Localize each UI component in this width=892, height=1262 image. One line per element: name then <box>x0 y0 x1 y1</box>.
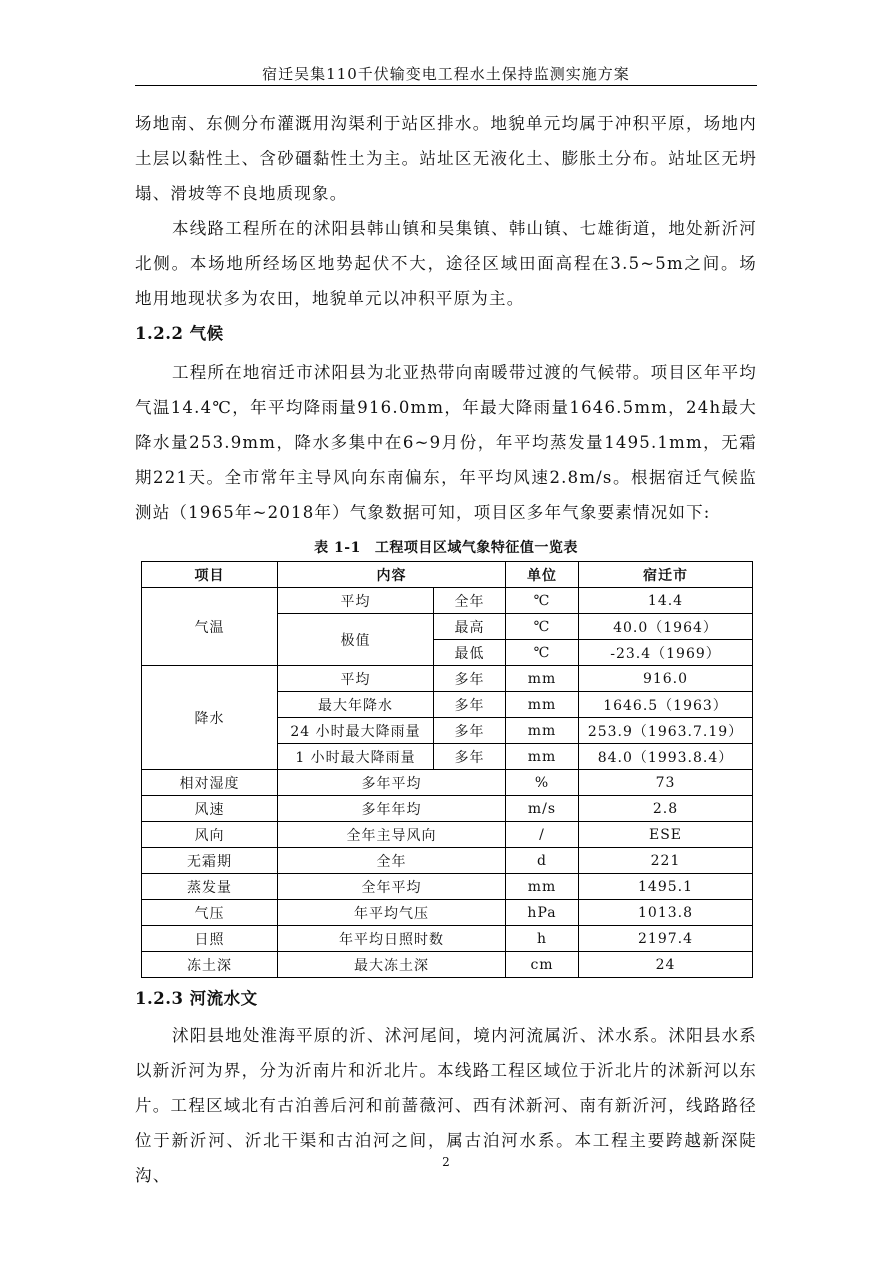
cell-content: 多年年均 <box>278 796 506 822</box>
cell-unit: ℃ <box>506 614 579 640</box>
cell-value: 221 <box>579 848 753 874</box>
cell-item: 气压 <box>142 900 278 926</box>
cell-value: 73 <box>579 770 753 796</box>
cell-period: 最低 <box>434 640 506 666</box>
document-header-title: 宿迁吴集110千伏输变电工程水土保持监测实施方案 <box>262 65 630 83</box>
cell-content: 全年 <box>278 848 506 874</box>
cell-unit: mm <box>506 718 579 744</box>
cell-value: 14.4 <box>579 588 753 614</box>
page-number: 2 <box>442 1155 450 1169</box>
table-row <box>142 952 753 978</box>
cell-unit: h <box>506 926 579 952</box>
cell-period: 多年 <box>434 744 506 770</box>
cell-value: 253.9（1963.7.19） <box>579 718 753 744</box>
table-row <box>142 666 753 692</box>
cell-item: 日照 <box>142 926 278 952</box>
cell-unit: cm <box>506 952 579 978</box>
cell-content: 1 小时最大降雨量 <box>278 744 434 770</box>
cell-item: 蒸发量 <box>142 874 278 900</box>
cell-content: 年平均气压 <box>278 900 506 926</box>
cell-value: 40.0（1964） <box>579 614 753 640</box>
table-row <box>142 900 753 926</box>
cell-unit: mm <box>506 692 579 718</box>
cell-unit: ℃ <box>506 588 579 614</box>
cell-period: 多年 <box>434 718 506 744</box>
cell-content: 24 小时最大降雨量 <box>278 718 434 744</box>
cell-unit: hPa <box>506 900 579 926</box>
cell-value: 24 <box>579 952 753 978</box>
cell-content: 年平均日照时数 <box>278 926 506 952</box>
cell-period: 最高 <box>434 614 506 640</box>
paragraph-site-geology: 场地南、东侧分布灌溉用沟渠利于站区排水。地貌单元均属于冲积平原，场地内土层以黏性土、含砂礓黏性土为主。站址区无液化土、膨胀土分布。站址区无坍塌、滑坡等不良地质现象。 <box>135 114 757 203</box>
section-heading-climate: 1.2.2 气候 <box>135 324 224 343</box>
climate-table <box>141 561 753 978</box>
cell-unit: % <box>506 770 579 796</box>
table-row <box>142 796 753 822</box>
cell-item: 相对湿度 <box>142 770 278 796</box>
cell-item: 风速 <box>142 796 278 822</box>
cell-unit: ℃ <box>506 640 579 666</box>
cell-period: 多年 <box>434 666 506 692</box>
cell-value: 2.8 <box>579 796 753 822</box>
cell-item: 冻土深 <box>142 952 278 978</box>
cell-unit: mm <box>506 744 579 770</box>
cell-value: ESE <box>579 822 753 848</box>
cell-content: 全年平均 <box>278 874 506 900</box>
cell-content: 全年主导风向 <box>278 822 506 848</box>
row-label-precipitation: 降水 <box>142 666 278 770</box>
table-header-row <box>142 562 753 588</box>
cell-content: 多年平均 <box>278 770 506 796</box>
cell-content: 平均 <box>278 588 434 614</box>
cell-value: 916.0 <box>579 666 753 692</box>
cell-content: 最大年降水 <box>278 692 434 718</box>
cell-period: 多年 <box>434 692 506 718</box>
table-row <box>142 822 753 848</box>
cell-content: 平均 <box>278 666 434 692</box>
cell-unit: d <box>506 848 579 874</box>
cell-item: 无霜期 <box>142 848 278 874</box>
cell-value: 84.0（1993.8.4） <box>579 744 753 770</box>
cell-period: 全年 <box>434 588 506 614</box>
section-heading-hydrology: 1.2.3 河流水文 <box>135 989 258 1008</box>
header-content: 内容 <box>278 562 506 588</box>
cell-value: 1495.1 <box>579 874 753 900</box>
cell-content: 最大冻土深 <box>278 952 506 978</box>
cell-value: 1646.5（1963） <box>579 692 753 718</box>
table-row <box>142 848 753 874</box>
cell-unit: / <box>506 822 579 848</box>
cell-item: 风向 <box>142 822 278 848</box>
table-caption-title: 工程项目区域气象特征值一览表 <box>374 540 578 556</box>
header-city: 宿迁市 <box>579 562 753 588</box>
header-unit: 单位 <box>506 562 579 588</box>
cell-unit: mm <box>506 666 579 692</box>
table-row <box>142 770 753 796</box>
table-caption-number: 表 1-1 <box>314 540 361 556</box>
cell-unit: mm <box>506 874 579 900</box>
cell-unit: m/s <box>506 796 579 822</box>
table-row <box>142 926 753 952</box>
table-row <box>142 874 753 900</box>
paragraph-hydrology: 沭阳县地处淮海平原的沂、沭河尾间，境内河流属沂、沭水系。沭阳县水系以新沂河为界，分为沂南片和沂北片。本线路工程区域位于沂北片的沭新河以东片。工程区域北有古泊善后河和前蔷薇河、西有沭新河、南有新沂河，线路路径位于新沂河、沂北干渠和古泊河之间，属古泊河水系。本工程主要跨越新深陡沟、 <box>135 1026 757 1185</box>
header-item: 项目 <box>142 562 278 588</box>
paragraph-line-terrain: 本线路工程所在的沭阳县韩山镇和吴集镇、韩山镇、七雄街道，地处新沂河北侧。本场地所经场区地势起伏不大，途径区域田面高程在3.5~5m之间。场地用地现状多为农田，地貌单元以冲积平原为主。 <box>135 219 757 308</box>
header-divider <box>135 85 757 86</box>
paragraph-climate: 工程所在地宿迁市沭阳县为北亚热带向南暖带过渡的气候带。项目区年平均气温14.4℃，年平均降雨量916.0mm，年最大降雨量1646.5mm，24h最大降水量253.9mm，降水多集中在6~9月份，年平均蒸发量1495.1mm，无霜期221天。全市常年主导风向东南偏东，年平均风速2.8m/s。根据宿迁气候监测站（1965年~2018年）气象数据可知，项目区多年气象要素情况如下: <box>135 363 757 522</box>
cell-value: 2197.4 <box>579 926 753 952</box>
row-label-temperature: 气温 <box>142 588 278 666</box>
cell-content-extreme: 极值 <box>278 614 434 666</box>
table-row <box>142 588 753 614</box>
cell-value: 1013.8 <box>579 900 753 926</box>
cell-value: -23.4（1969） <box>579 640 753 666</box>
table-caption <box>135 537 757 557</box>
